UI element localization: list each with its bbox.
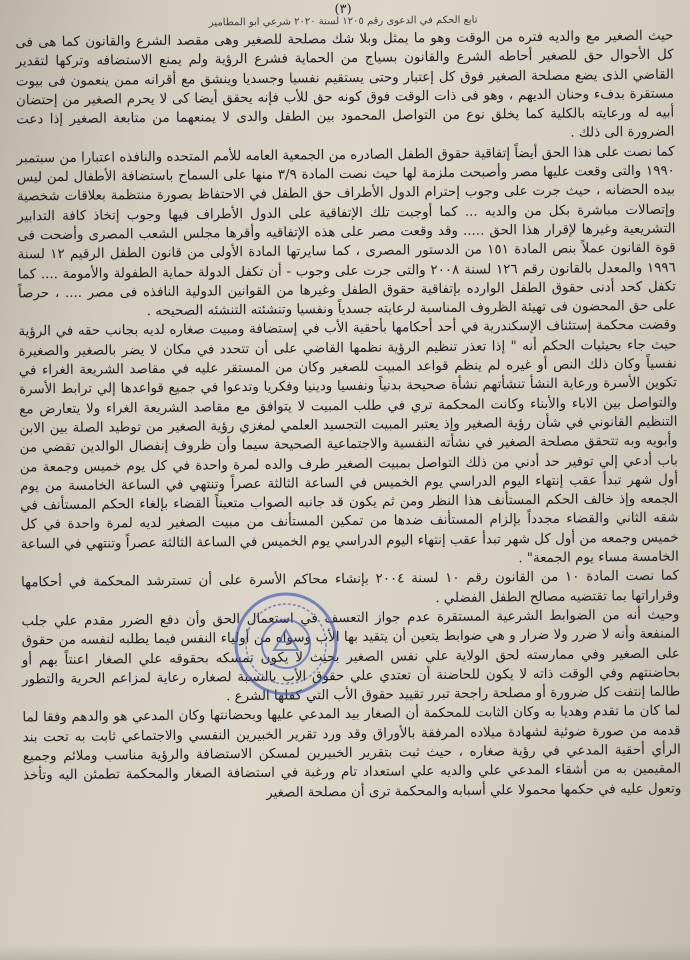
judgment-page [1, 0, 690, 960]
page-shadow [0, 944, 690, 960]
page-number: (٣) [334, 1, 352, 18]
judgment-text [15, 27, 681, 806]
paragraph: وقضت محكمة إستئناف الإسكندرية في أحد أحكامها بأحقية الأب في إستضافة ومبيت صغاره لديه بجانب حقه في الرؤية حيث جاء بحيثيات الحكم أنه " إذا تعذر تنظيم الرؤية نظمها القاضي على أن تتحدد في مكان لا يضر بالصغير والصغيرة نفسياً وكان ذلك النص أو غيره لم ينظم قواعد المبيت للصغير وكان من المستقر عليه في مقاصد الشريعة الغراء في تكوين الأسرة ورعاية النشأ تنشأتهم نشأة صحيحة بدنياً ونفسيا ودينيا وفكريا وتدعوا في جميع قواعدها إلي ترابط الأسرة والتواصل بين الاباء والأبناء وكانت المحكمة تري في طلب المبيت لا يتوافق مع مقاصد الشريعة الغراء ولا يتعارض مع التنظيم القانوني في شأن رؤية الصغير وإذ يعتبر المبيت التجسيد العلمي لمغزي رؤية الصغير من توطيد الصلة بين الابن وأبويه وبه تتحقق مصلحة الصغير في نشأته النفسية والاجتماعية الصحيحة سيما وأن ظروف إنفصال الوالدين تقضي من باب أدعي إلي توفير حد أدني من ذلك التواصل بمبيت الصغير طرف والده لمرة واحدة في كل يوم خميس وجمعة من أول شهر تبدأ عقب إنتهاء اليوم الدراسي يوم الخميس في الساعة الثالثة عصراً وتنتهي في الساعة الخامسة من يوم الجمعه وإذ خالف الحكم المستأنف هذا النظر ومن ثم يكون قد جانبه الصواب متعيناً القضاء بإلغاء الحكم المستأنف في شقه الثاني والقضاء مجدداً بإلزام المستأنف ضدها من تمكين المستأنف من مبيت الصغير لديه لمرة واحدة في كل خميس وجمعه من أول كل شهر تبدأ عقب إنتهاء اليوم الدراسي يوم الخميس في الساعة الثالثة عصراً وتنتهي في الساعة الخامسة مساء يوم الجمعة" . [18, 318, 679, 567]
paragraph: وحيث أنه من الضوابط الشرعية المستقرة عدم جواز التعسف في استعمال الحق وأن دفع الضرر مقدم علي جلب المنفعة وأنه لا ضرر ولا ضرار و هي ضوابط يتعين أن يتقيد بها الأب وسواه من أولياء النفس فيما يطلبه لنفسه من حقوق على الصغير وفي ممارسته لحق الولاية علي نفس الصغير بحيث لا يكون تمسكه بحقوقه علي الصغار اعنتاً بهم أو بحاضنتهم وفي الوقت ذاته لا يكون للحاضنة أن تعتدي علي حقوق الأب بالنسبة لصغاره رعاية لمزاعم الحرية والتطور طالما إنتفت كل ضرورة أو مصلحة راجحة تبرر تقييد حقوق الأب التي كفلها الشرع . [21, 607, 681, 705]
paragraph: كما نصت على هذا الحق أيضاً إتفاقية حقوق الطفل الصادره من الجمعية العامه للأمم المتحده والنافذه اعتبارا من سبتمبر ١٩٩٠ والتى وقعت عليها مصر وأصبحت ملزمة لها حيث نصت المادة ٣/٩ منها على السماح باستضافة الأطفال لمن ليس بيده الحضانه ، حيث جرت على وجوب إحترام الدول الأطراف حق الطفل في الاحتفاظ بصورة منتظمة بعلاقات شخصية وإتصالات مباشرة بكل من والديه ... كما أوجبت تلك الإتفاقية على الدول الأطراف فيها وجوب إتخاذ كافة التدابير التشريعية وغيرها لإقرار هذا الحق ..... وقد وقعت مصر على هذه الإتفاقيه وأقرها مجلس الشعب المصرى وأضحت فى قوة القانون عملاً بنص المادة ١٥١ من الدستور المصرى ، كما سايرتها المادة الأولى من قانون الطفل الرقيم ١٢ لسنة ١٩٩٦ والمعدل بالقانون رقم ١٢٦ لسنة ٢٠٠٨ والتى جرت على وجوب - أن تكفل الدولة حماية الطفولة والأمومة .... كما تكفل كحد أدنى حقوق الطفل الوارده بإتفاقية حقوق الطفل وغيرها من القوانين الدولية النافذه فى مصر .... ، حرصاً على حق المحضون فى تهيئة الظروف المناسبة لرعايته جسدياً ونفسيا وتنشئته التنشئه الصحيحه . [16, 144, 677, 320]
case-reference: تابع الحكم في الدعوى رقم ١٢٠٥ لسنة ٢٠٢٠ شرعي ابو المطامير [208, 14, 478, 29]
paragraph: كما نصت المادة ١٠ من القانون رقم ١٠ لسنة ٢٠٠٤ بإنشاء محاكم الأسرة على أن تسترشد المحكمة في أحكامها وقراراتها بما تقتضيه مصالح الطفل الفضلي . [20, 568, 680, 606]
paragraph: حيث الصغير مع والديه فتره من الوقت وهو ما يمثل وبلا شك مصلحة للصغير وهى مقصد الشرع والقانون كما هى فى كل الأحوال حق للصغير أحاطه الشرع والقانون بسياج من الحماية فشرع الرؤية ولم يمنع الاستضافه وتركها لتقدير القاضي الذى يضع مصلحة الصغير فوق كل إعتبار وحتى يستقيم نفسيا وجسديا وينشق مع أقرانه ممن ينعمون فى بيوت مستقرة بدفء وحنان الديهم ، وهو فى ذات الوقت فوق كونه حق للأب فإنه يحقق أيضا كى لا يحرم الصغير من إحتضان أبيه له ورعايته بالكلية كما يخلق نوع من التواصل المحمود بين الطفل والدى لا يمنعهما من متابعة الصغير إذا دعت الضرورة الى ذلك . [15, 28, 675, 142]
paragraph: لما كان ما تقدم وهديا به وكان الثابت للمحكمة أن الصغار بيد المدعي عليها وبحضانتها وكان المدعي هو والدهم وفقا لما قدمه من صورة ضوئية لشهادة ميلاده المرفقة بالأوراق وقد ورد تقرير الخبيرين النفسي والاجتماعي ثابت به تحت بند الرأي أحقية المدعي في رؤية صغاره ، حيث ثبت بتقرير الخبيرين لمسكن الاستضافة والرؤية مناسب وملائم وجميع المقيمين به من أشقاء المدعي علي والديه علي استعداد تام ورغبة في استضافة الصغار والمحكمة تطمئن اليه وتأخذ وتعول عليه في حكمها محمولا علي أسبابه والمحكمة ترى أن مصلحة الصغير [22, 703, 682, 801]
